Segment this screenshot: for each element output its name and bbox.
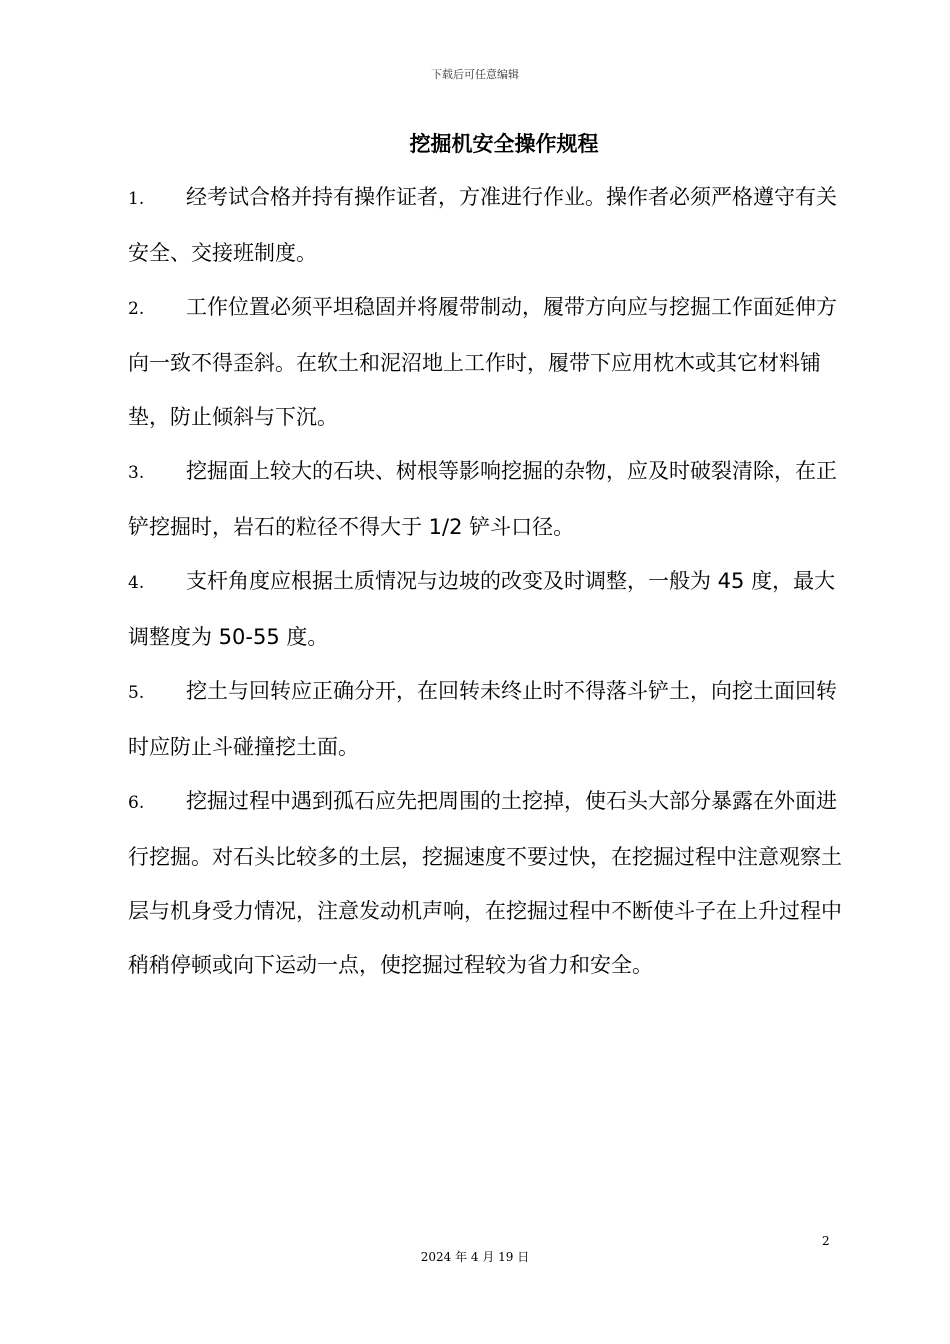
item-text: 挖掘过程中遇到孤石应先把周围的土挖掉，使石头大部分暴露在外面进行挖掘。对石头比较多的土层，挖掘速度不要过快，在挖掘过程中注意观察土层与机身受力情况，注意发动机声响，在挖掘过程中不断使斗子在上升过程中稍稍停顿或向下运动一点，使挖掘过程较为省力和安全。 [128, 789, 842, 977]
item-text: 经考试合格并持有操作证者，方准进行作业。操作者必须严格遵守有关安全、交接班制度。 [128, 185, 837, 265]
item-text: 支杆角度应根据土质情况与边坡的改变及时调整，一般为 45 度，最大调整度为 50-55 度。 [128, 569, 836, 649]
document-body [128, 170, 844, 992]
item-text: 工作位置必须平坦稳固并将履带制动，履带方向应与挖掘工作面延伸方向一致不得歪斜。在软土和泥沼地上工作时，履带下应用枕木或其它材料铺垫，防止倾斜与下沉。 [128, 295, 837, 429]
list-item [128, 774, 844, 992]
list-item [128, 554, 844, 664]
list-item [128, 170, 844, 280]
footer-date: 2024 年 4 月 19 日 [420, 1250, 530, 1264]
list-item [128, 444, 844, 554]
item-number: 6. [128, 793, 145, 813]
item-number: 4. [128, 573, 145, 593]
item-number: 1. [128, 189, 145, 209]
page-header: 下载后可任意编辑 [431, 68, 519, 81]
item-text: 挖掘面上较大的石块、树根等影响挖掘的杂物，应及时破裂清除，在正铲挖掘时，岩石的粒径不得大于 1/2 铲斗口径。 [128, 459, 837, 539]
document-title: 挖掘机安全操作规程 [409, 132, 599, 156]
list-item [128, 664, 844, 774]
item-number: 5. [128, 683, 145, 703]
item-number: 3. [128, 463, 145, 483]
list-item [128, 280, 844, 444]
item-number: 2. [128, 299, 145, 319]
page-number: 2 [822, 1234, 830, 1248]
item-text: 挖土与回转应正确分开，在回转未终止时不得落斗铲土，向挖土面回转时应防止斗碰撞挖土面。 [128, 679, 837, 759]
